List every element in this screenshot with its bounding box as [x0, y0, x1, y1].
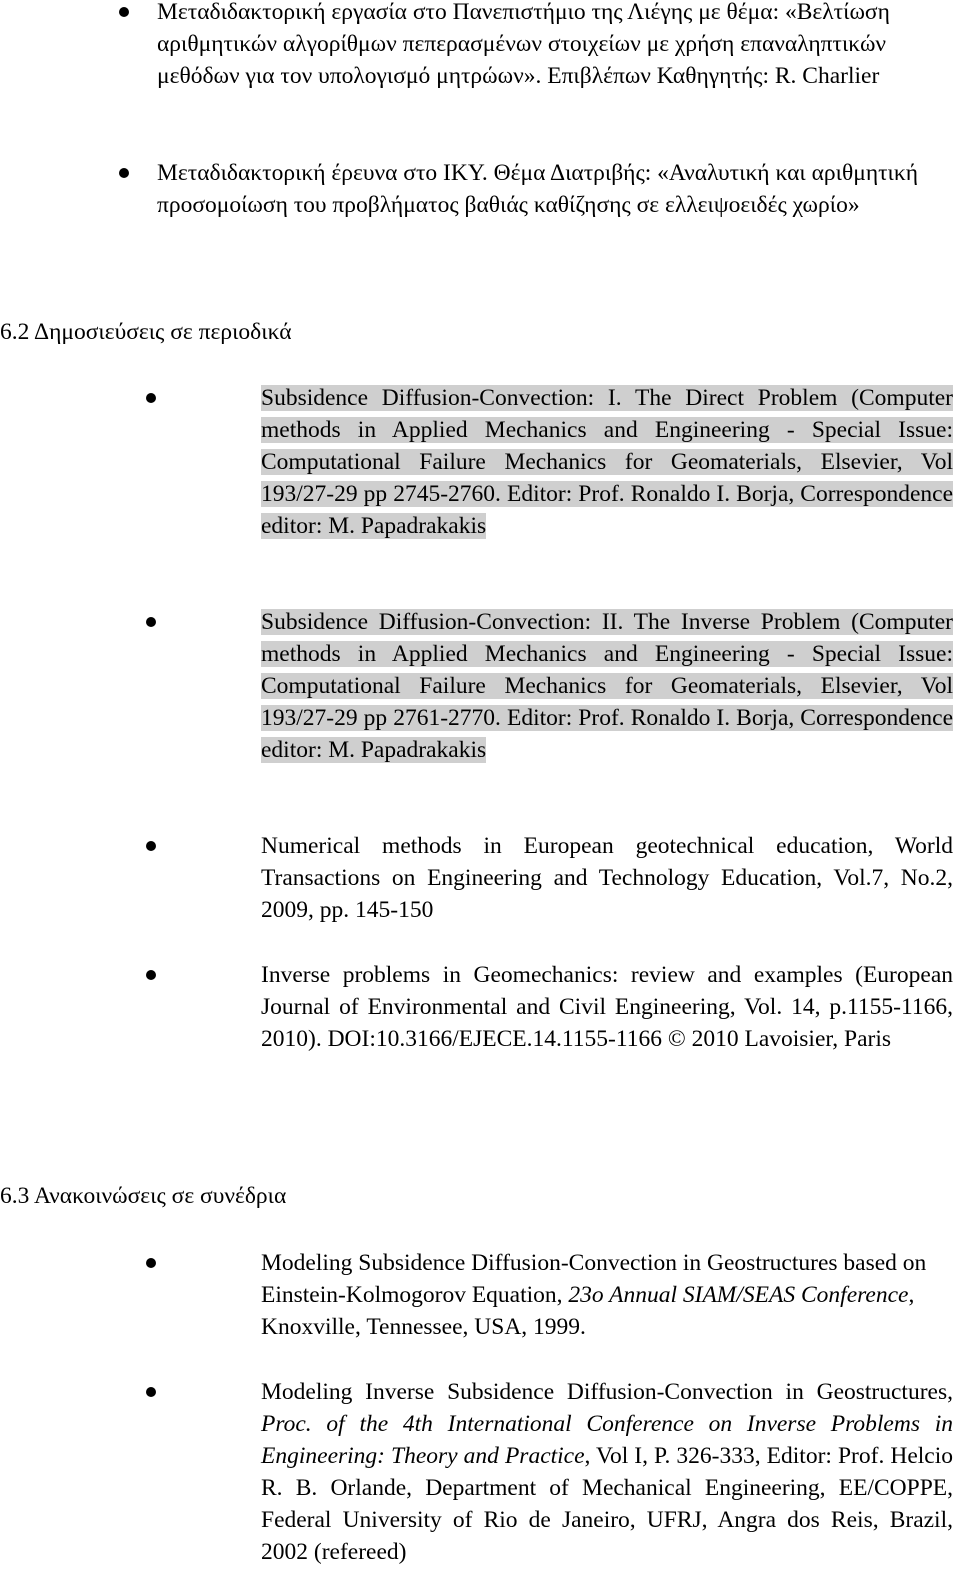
bullet [146, 1258, 156, 1268]
section-heading-conferences: 6.3 Ανακοινώσεις σε συνέδρια [0, 1183, 287, 1209]
journal-item-4: Inverse problems in Geomechanics: review and examples (European Journal of Environmental and Civil Engineering, Vol. 14, p.1155-1166, 2010). DOI:10.3166/EJECE.14.1155-1166 © 2010 Lavoisier, Paris [261, 962, 953, 1052]
conference-item-2-details: , Vol I, P. 326-333, Editor: Prof. Helcio R. B. Orlande, Department of Mechanical Engineering, EE/COPPE, Federal University of Rio de Janeiro, UFRJ, Angra dos Reis, Brazil, 2002 (refereed) [261, 1443, 953, 1565]
conference-item-1-title: Modeling Subsidence Diffusion-Convection in Geostructures based on Einstein-Kolmogorov Equation, [261, 1250, 927, 1308]
journal-item-1 [261, 382, 953, 542]
journal-item-1-text: Subsidence Diffusion-Convection: I. The Direct Problem (Computer methods in Applied Mechanics and Engineering - Special Issue: Computational Failure Mechanics for Geomaterials, Elsevier, Vol 193/27-29 pp 2745-2760. Editor: Prof. Ronaldo I. Borja, Correspondence editor: M. Papadrakakis [261, 385, 953, 539]
section-heading-journals: 6.2 Δημοσιεύσεις σε περιοδικά [0, 319, 292, 345]
bullet [146, 1387, 156, 1397]
conference-item-2 [261, 1376, 953, 1568]
conference-item-2-venue: Proc. of the 4th International Conference on Inverse Problems in Engineering: Theory and Practice [261, 1411, 953, 1469]
bullet [146, 393, 156, 403]
bullet [146, 970, 156, 980]
conference-item-1 [261, 1247, 953, 1343]
conference-item-1-place: , Knoxville, Tennessee, USA, 1999. [261, 1282, 915, 1340]
conference-item-2-title: Modeling Inverse Subsidence Diffusion-Convection in Geostructures, [261, 1379, 953, 1405]
bullet [119, 168, 129, 178]
journal-item-2-text: Subsidence Diffusion-Convection: II. The Inverse Problem (Computer methods in Applied Mechanics and Engineering - Special Issue: Computational Failure Mechanics for Geomaterials, Elsevier, Vol 193/27-29 pp 2761-2770. Editor: Prof. Ronaldo I. Borja, Correspondence editor: M. Papadrakakis [261, 609, 953, 763]
bullet [146, 841, 156, 851]
journal-item-2 [261, 606, 953, 766]
journal-item-3: Numerical methods in European geotechnical education, World Transactions on Engineering and Technology Education, Vol.7, No.2, 2009, pp. 145-150 [261, 833, 953, 923]
bullet [119, 7, 129, 17]
postdoc-item-1: Μεταδιδακτορική εργασία στο Πανεπιστήμιο της Λιέγης με θέμα: «Βελτίωση αριθμητικών αλγορίθμων πεπερασμένων στοιχείων με χρήση επαναληπτικών μεθόδων για τον υπολογισμό μητρώων». Επιβλέπων Καθηγητής: R. Charlier [157, 0, 890, 89]
bullet [146, 617, 156, 627]
conference-item-1-venue: 23o Annual SIAM/SEAS Conference [568, 1282, 909, 1308]
postdoc-item-2: Μεταδιδακτορική έρευνα στο ΙΚΥ. Θέμα Διατριβής: «Αναλυτική και αριθμητική προσομοίωση του προβλήματος βαθιάς καθίζησης σε ελλειψοειδές χωρίο» [157, 160, 919, 218]
